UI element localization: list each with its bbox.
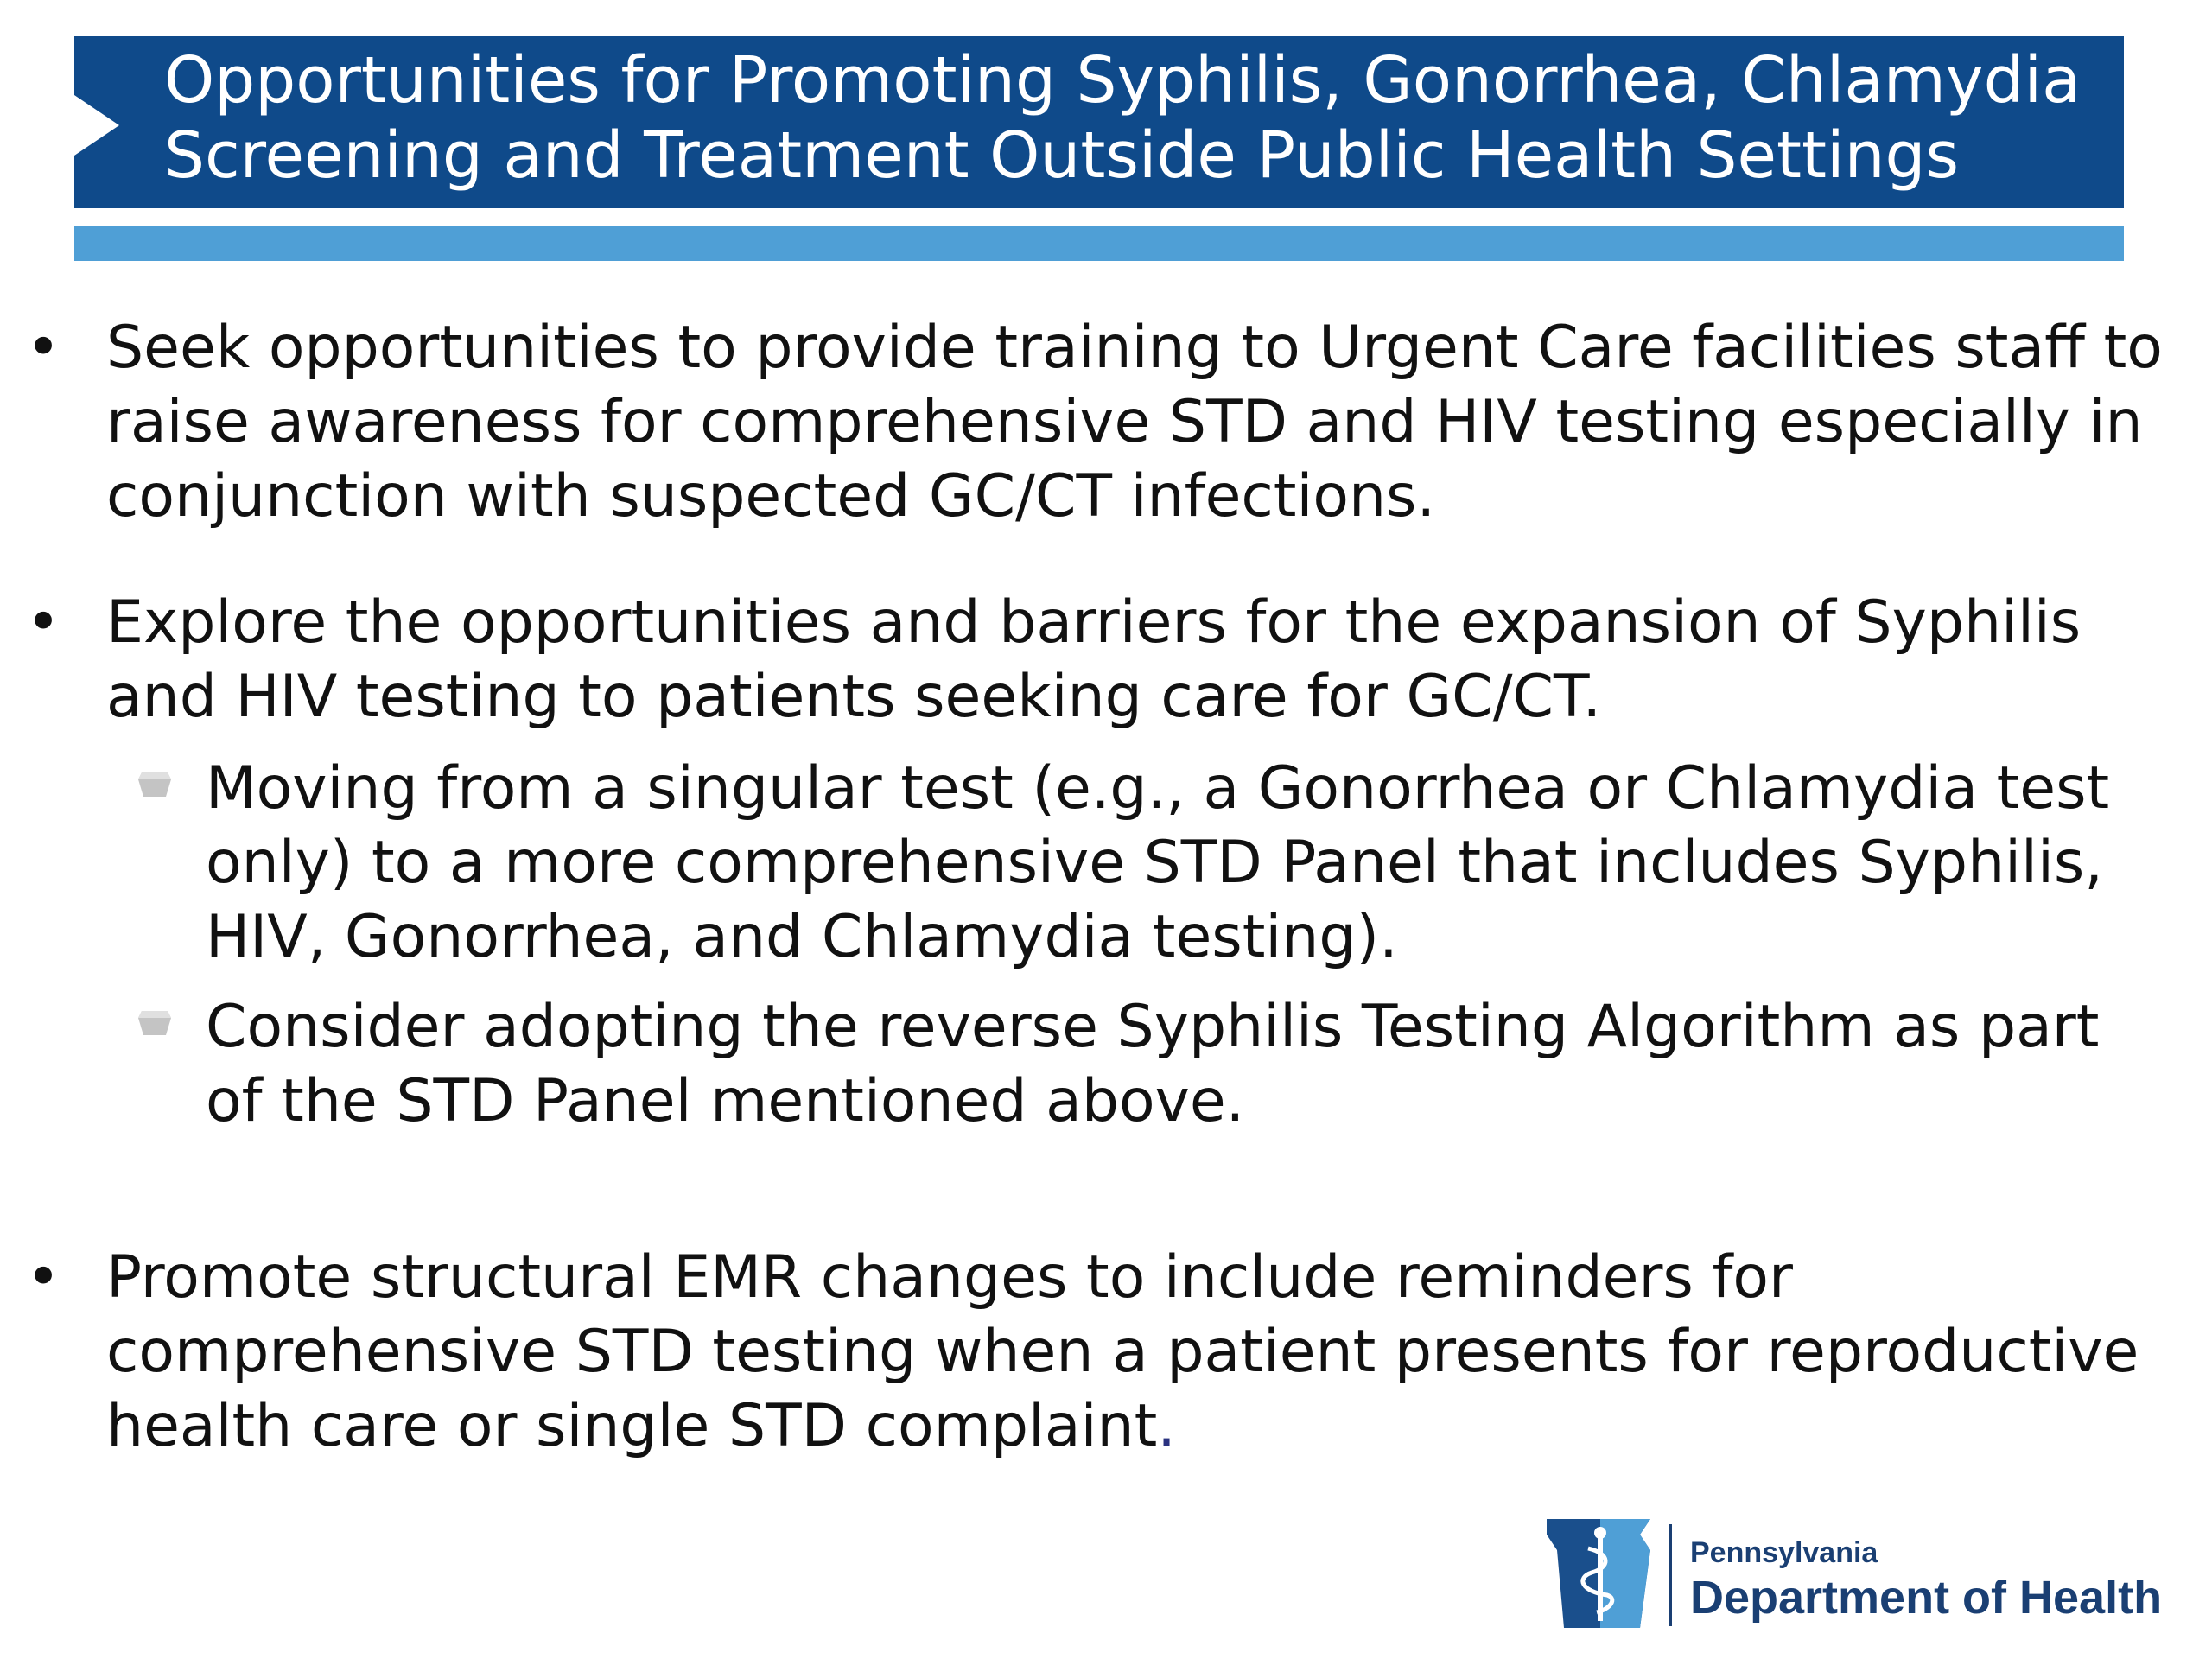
title-line-2: Screening and Treatment Outside Public Health Settings — [164, 118, 1960, 193]
bullet-text: Seek opportunities to provide training to Urgent Care facilities staff to raise awareness for comprehensive STD and HIV testing especially in conjunction with suspected GC/CT infections. — [106, 314, 2163, 531]
bullet-text-body: Promote structural EMR changes to include reminders for comprehensive STD testing when a patient presents for reproductive health care or single STD complaint — [106, 1243, 2139, 1460]
logo-department-text: Department of Health — [1690, 1572, 2163, 1624]
bullet-text: Explore the opportunities and barriers for the expansion of Syphilis and HIV testing to patients seeking care for GC/CT. — [106, 588, 2082, 731]
bullet-marker: • — [26, 1243, 61, 1312]
banner-notch-icon — [74, 95, 119, 156]
slide-title — [164, 43, 2100, 194]
keystone-caduceus-icon — [1547, 1519, 1659, 1631]
bullet-marker: • — [26, 314, 61, 382]
logo-divider — [1669, 1524, 1672, 1626]
sub-bullet-icon — [138, 767, 171, 800]
sub-bullet-icon — [138, 1006, 171, 1039]
pa-health-logo — [1547, 1519, 2163, 1631]
sub-item-text: Consider adopting the reverse Syphilis Testing Algorithm as part of the STD Panel mentioned above. — [206, 993, 2100, 1135]
trailing-period: . — [1157, 1392, 1176, 1460]
bullet-text — [106, 1241, 2163, 1464]
logo-state-text: Pennsylvania — [1690, 1536, 1878, 1569]
bullet-marker: • — [26, 588, 61, 657]
title-line-1: Opportunities for Promoting Syphilis, Gonorrhea, Chlamydia — [164, 43, 2082, 118]
accent-bar — [74, 226, 2124, 261]
sub-item-text: Moving from a singular test (e.g., a Gonorrhea or Chlamydia test only) to a more comprehensive STD Panel that includes Syphilis, HIV, Gonorrhea, and Chlamydia testing). — [206, 754, 2110, 971]
